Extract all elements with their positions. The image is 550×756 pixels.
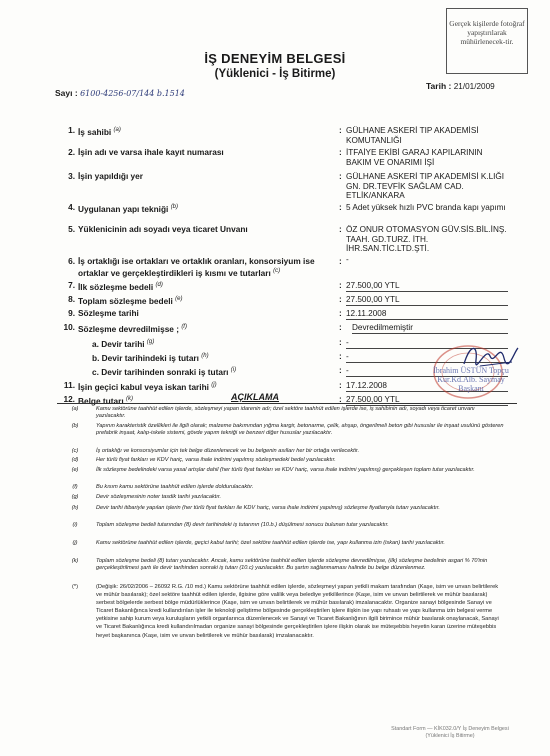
item-value: -	[346, 352, 508, 363]
item-footnote-mark: (c)	[273, 267, 281, 274]
note-mark: (a)	[71, 406, 79, 412]
colon: :	[339, 125, 342, 135]
colon: :	[339, 337, 342, 347]
item-footnote-mark: (g)	[146, 339, 155, 345]
tarih-label: Tarih :	[426, 81, 452, 91]
item-label	[78, 281, 333, 293]
item-label-text: Toplam sözleşme bedeli	[78, 295, 173, 306]
item-label	[78, 126, 333, 138]
item-footnote-mark: (b)	[170, 204, 179, 210]
item-label	[78, 395, 333, 407]
note-text: (Değişik: 26/02/2006 – 26092 R.G. /10 md.) Kamu sektörüne taahhüt edilen işlerde, sözleşmeyi yapan yetkili makam tarafından (Kaşe, isim ve unvan belirtilerek ve mühür basılarak); özel sektöre taahhüt edilen işlerde, ilgisine göre valilik veya belediye yetkililerince (Kaşe, isim ve unvan belirtilerek ve mühür basılarak) serbest bölgelerde serbest bölge müdürlüklerince (Kaşe, isim ve unvan belirtilerek ve mühür basılarak) imzalanacaktır. Organize sanayi bölgesinde Sanayi ve Ticaret Bakanlığınca kredi kullandırılan işler ile teknoloji geliştirme bölgesinde gerçekleştirilen işlere ilişkin ise yapı ruhsatı ve yapı kullanma izin belgesi verme yetkisine sahip kurum veya kuruluşların yetkili organlarınca düzenlenecek ve Sanayi ve Ticaret Bakanlığının ilgili birimince mühür basılarak onaylanacak, Sanayi ve Ticaret Bakanlığınca kredi kullandırılmadan organize sanayi bölgesinde gerçekleştirilen işlere ilişkin olarak ise müteşebbis heyetin karan üzerine müteşebbis heyet başkanınca (Kaşe, isim ve unvan belirtilerek ve mühür basılarak) imzalanacaktır.	[96, 584, 499, 639]
item-footnote-mark: (d)	[155, 282, 163, 288]
item-label	[78, 323, 333, 335]
item-value: 27.500,00 YTL	[346, 395, 508, 406]
note-mark: (b)	[71, 423, 79, 429]
item-number: 1.	[68, 125, 75, 135]
item-footnote-mark: (i)	[230, 367, 237, 373]
item-number: 10.	[63, 322, 75, 332]
document-subtitle: (Yüklenici - İş Bitirme)	[214, 68, 336, 80]
note-mark: (k)	[71, 558, 79, 564]
note-mark: (d)	[71, 457, 79, 463]
photo-placeholder-box: Gerçek kişilerde fotoğraf yapıştırılarak mühürlenecek-tir.	[446, 8, 528, 74]
note-text: Devir sözleşmesinin noter tasdik tarihi yazılacaktır.	[96, 494, 222, 500]
note-text: Toplam sözleşme bedeli (8) tutarı yazılacaktır. Ancak, kamu sektörüne taahhüt edilen işlerde sözleşme devredilmişse, (ilk) sözleşme bedelinin asgari % 70'inin gerçekleştirilmesi şartı ile devir tarihinden sonraki iş tutarı (10.c) yazılacaktır. Bu şartın sağlanmaması halinde bu belge düzenlenmez.	[96, 558, 488, 571]
item-label-text: İş ortaklığı ise ortakları ve ortaklık oranları, konsorsiyum ise ortaklar ve gerçekleştirdikleri iş kısmı ve tutarları	[78, 256, 315, 278]
item-label	[92, 366, 347, 378]
note-text: Kamu sektörüne taahhüt edilen işlerde, geçici kabul tarihi; özel sektöre taahhüt edilen işlerde ise, yapı kullanma izin (iskan) tarihi yazılacaktır.	[96, 540, 445, 546]
colon: :	[339, 294, 342, 304]
item-footnote-mark: (e)	[175, 296, 183, 302]
colon: :	[339, 308, 342, 318]
note-text: Bu kısım kamu sektörüne taahhüt edilen işlerde doldurulacaktır.	[96, 484, 254, 490]
sayi-label: Sayı :	[55, 88, 78, 98]
colon: :	[339, 171, 342, 181]
item-footnote-mark: (a)	[113, 127, 121, 133]
note-mark: (e)	[71, 467, 79, 473]
colon: :	[339, 380, 342, 390]
item-label-text: İşin geçici kabul veya iskan tarihi	[78, 381, 209, 392]
sayi-field	[55, 88, 185, 98]
note-text: Yapının karakteristik özellikleri ile ilgili olarak; malzeme bakımından yığma kargir, betonarme, çelik, ahşap, öngerilmeli beton gibi hususlar ile inşaat usulünü gösteren prefabrik inşaat, kalıp-iskele sistemi, gövde yapım tekniği ve benzeri diğer hususlar yazılacaktır.	[96, 423, 504, 436]
note-text: İş ortaklığı ve konsorsiyumlar için tek belge düzenlenecek ve bu belgenin asılları her bir ortağa verilecektir.	[96, 448, 360, 454]
item-value: ÖZ ONUR OTOMASYON GÜV.SİS.BİL.İNŞ. TAAH. GD.TURZ. İTH. İHR.SAN.TİC.LTD.ŞTİ.	[346, 225, 507, 254]
item-label: İşin adı ve varsa ihale kayıt numarası	[78, 147, 224, 157]
item-number: 8.	[68, 294, 75, 304]
item-label-text: c. Devir tarihinden sonraki iş tutarı	[92, 366, 229, 377]
note-text: Devir tarihi itibariyle yapılan işlerin (her türlü fiyat farkları ile KDV hariç, varsa ihale indirimi yapılmış) sözleşme fiyatlarıyla tutarı yazılacaktır.	[96, 505, 440, 511]
item-number: 7.	[68, 280, 75, 290]
item-value: GÜLHANE ASKERİ TIP AKADEMİSİ K.LIĞI GN. DR.TEVFİK SAĞLAM CAD. ETLİK/ANKARA	[346, 172, 505, 201]
item-number: 11.	[63, 380, 75, 390]
item-value: 27.500,00 YTL	[346, 295, 508, 306]
colon: :	[339, 365, 342, 375]
note-mark: (h)	[71, 505, 79, 511]
item-label	[78, 203, 333, 215]
item-footnote-mark: (h)	[201, 353, 209, 359]
item-label	[92, 352, 347, 364]
item-value: -	[346, 338, 508, 349]
item-number: 9.	[68, 308, 75, 318]
colon: :	[339, 202, 342, 212]
item-label: Yüklenicinin adı soyadı veya ticaret Unvanı	[78, 224, 248, 234]
item-label	[78, 295, 333, 307]
item-label: İşin yapıldığı yer	[78, 171, 144, 181]
tarih-field	[426, 81, 495, 92]
colon: :	[339, 394, 342, 404]
colon: :	[339, 147, 342, 157]
item-value: İTFAİYE EKİBİ GARAJ KAPILARININ BAKIM VE ONARIMI İŞİ	[346, 148, 483, 167]
item-footnote-mark: (j)	[211, 382, 217, 388]
item-label-text: a. Devir tarihi	[92, 338, 145, 349]
colon: :	[339, 256, 342, 266]
colon: :	[339, 322, 342, 332]
item-number: 4.	[68, 202, 75, 212]
item-footnote-mark: (f)	[181, 324, 187, 330]
item-label	[92, 338, 347, 350]
divider-line	[57, 403, 517, 404]
sayi-value: 6100-4256-07/144 b.1514	[80, 89, 185, 98]
item-label-text: İş sahibi	[78, 126, 112, 137]
item-value: 17.12.2008	[346, 381, 508, 392]
item-label-text: Sözleşme devredilmişse ;	[78, 323, 179, 334]
item-number: 2.	[68, 147, 75, 157]
note-text: Toplam sözleşme bedeli tutarından (8) devir tarihindeki iş tutarının (10.b.) düşülmesi sonucu bulunan tutar yazılacaktır.	[96, 522, 389, 528]
colon: :	[339, 351, 342, 361]
colon: :	[339, 224, 342, 234]
note-mark: (i)	[72, 522, 78, 528]
item-value: 27.500,00 YTL	[346, 281, 508, 292]
item-value: 12.11.2008	[346, 309, 508, 320]
item-label-text: Belge tutarı	[78, 395, 124, 406]
item-footnote-mark: (k)	[125, 396, 133, 402]
item-value: Devredilmemiştir	[352, 323, 508, 334]
form-footer: Standart Form — KİK032.0/Y İş Deneyim Belgesi (Yüklenici İş Bitirme)	[391, 726, 509, 739]
item-number: 5.	[68, 224, 75, 234]
item-number: 6.	[68, 256, 75, 266]
note-text: İlk sözleşme bedelindeki varsa yasal artışlar dahil (her türlü fiyat farkları ve KDV hariç, varsa ihale indirimi yapılmış) gerçekleşen toplam tutar yazılacaktır.	[96, 467, 475, 473]
item-label	[78, 257, 333, 278]
item-number: 3.	[68, 171, 75, 181]
item-label: Sözleşme tarihi	[78, 308, 139, 318]
item-value: GÜLHANE ASKERİ TIP AKADEMİSİ KOMUTANLIĞI	[346, 126, 479, 145]
note-text: Her türlü fiyat farkları ve KDV hariç, varsa ihale indirimi yapılmış sözleşmedeki bedel yazılacaktır.	[96, 457, 336, 463]
item-value: -	[346, 366, 508, 377]
note-mark: (j)	[72, 540, 78, 546]
stamp-text: İbrahim ÜSTÜN Topçu Kur.Kd.Alb. Saymay Başkanı	[433, 366, 509, 393]
item-label	[78, 381, 333, 393]
note-mark: (*)	[71, 584, 78, 590]
note-mark: (g)	[71, 494, 79, 500]
item-value: -	[346, 255, 349, 264]
item-label-text: İlk sözleşme bedeli	[78, 281, 154, 292]
note-text: Kamu sektörüne taahhüt edilen işlerde, sözleşmeyi yapan idarenin adı; özel sektöre taahhüt edilen işlerde ise, iş sahibinin adı, soyadı veya ticaret unvanı yazılacaktır.	[96, 406, 475, 419]
item-label-text: b. Devir tarihindeki iş tutarı	[92, 352, 199, 363]
aciklama-heading: AÇIKLAMA	[231, 392, 279, 402]
item-label-text: Uygulanan yapı tekniği	[78, 203, 169, 214]
item-value: 5 Adet yüksek hızlı PVC branda kapı yapımı	[346, 203, 506, 212]
note-mark: (f)	[72, 484, 78, 490]
colon: :	[339, 280, 342, 290]
item-number: 12.	[63, 394, 75, 404]
document-title: İŞ DENEYİM BELGESİ	[204, 51, 346, 66]
tarih-value: 21/01/2009	[453, 82, 495, 91]
note-mark: (c)	[71, 448, 79, 454]
